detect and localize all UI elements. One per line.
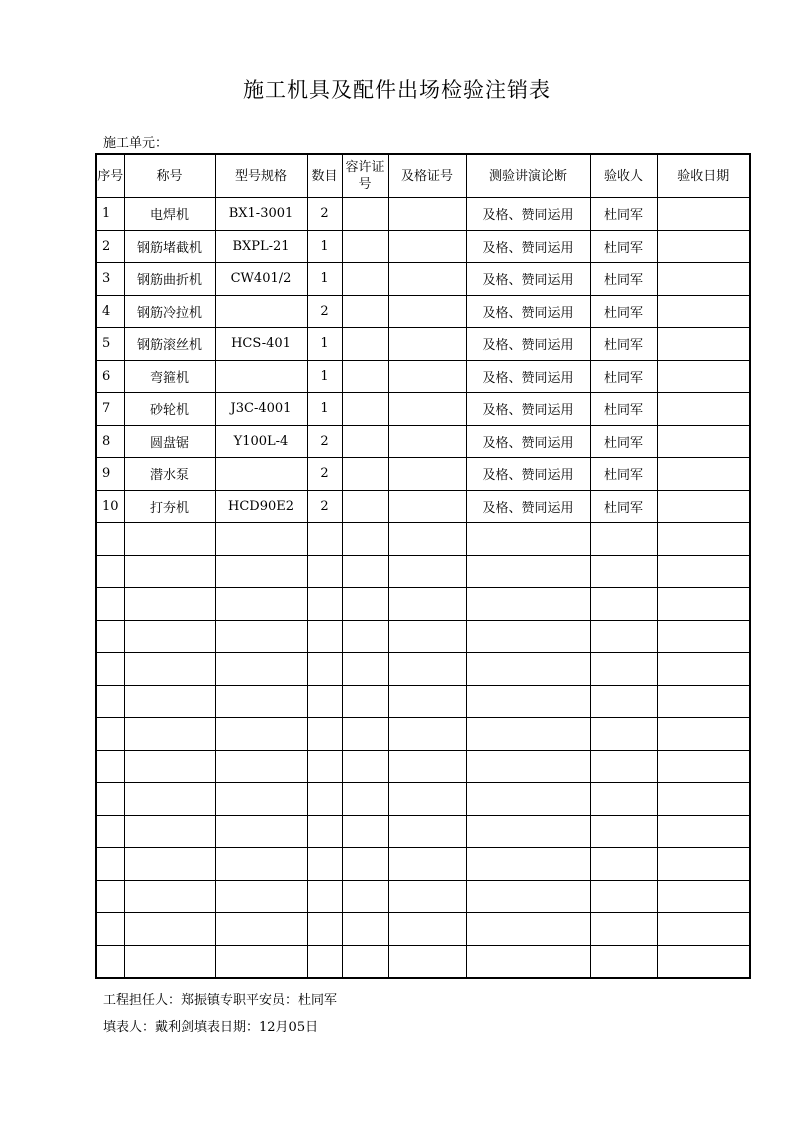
- cell-permit: [342, 620, 388, 653]
- cell-permit: [342, 718, 388, 751]
- cell-result: [466, 815, 590, 848]
- cell-inspector: [590, 523, 657, 556]
- header-seq: 序号: [96, 154, 124, 198]
- cell-permit: [342, 295, 388, 328]
- table-header-row: [96, 154, 750, 198]
- cell-seq: [96, 685, 124, 718]
- cell-cert: [388, 393, 466, 426]
- cell-qty: [307, 783, 342, 816]
- cell-name: 打夯机: [124, 490, 215, 523]
- cell-seq: 1: [96, 198, 124, 231]
- cell-date: [657, 848, 750, 881]
- cell-permit: [342, 555, 388, 588]
- cell-result: 及格、赞同运用: [466, 393, 590, 426]
- table-row: [96, 880, 750, 913]
- cell-cert: [388, 198, 466, 231]
- cell-inspector: 杜同军: [590, 198, 657, 231]
- cell-model: [215, 880, 307, 913]
- cell-inspector: [590, 588, 657, 621]
- cell-qty: 1: [307, 393, 342, 426]
- cell-qty: [307, 848, 342, 881]
- cell-name: [124, 848, 215, 881]
- cell-cert: [388, 815, 466, 848]
- table-row: [96, 360, 750, 393]
- cell-inspector: 杜同军: [590, 490, 657, 523]
- cell-seq: 6: [96, 360, 124, 393]
- cell-permit: [342, 880, 388, 913]
- cell-name: [124, 685, 215, 718]
- cell-result: 及格、赞同运用: [466, 328, 590, 361]
- cell-permit: [342, 913, 388, 946]
- cell-name: 圆盘锯: [124, 425, 215, 458]
- table-row: [96, 620, 750, 653]
- cell-date: [657, 555, 750, 588]
- cell-name: 钢筋冷拉机: [124, 295, 215, 328]
- cell-result: 及格、赞同运用: [466, 360, 590, 393]
- cell-cert: [388, 783, 466, 816]
- table-row: [96, 295, 750, 328]
- cell-inspector: 杜同军: [590, 328, 657, 361]
- table-row: [96, 328, 750, 361]
- cell-model: [215, 913, 307, 946]
- cell-date: [657, 653, 750, 686]
- cell-cert: [388, 913, 466, 946]
- cell-inspector: 杜同军: [590, 263, 657, 296]
- header-date: 验收日期: [657, 154, 750, 198]
- cell-inspector: [590, 815, 657, 848]
- cell-name: [124, 555, 215, 588]
- cell-cert: [388, 555, 466, 588]
- cell-permit: [342, 360, 388, 393]
- cell-result: [466, 620, 590, 653]
- cell-inspector: 杜同军: [590, 425, 657, 458]
- cell-seq: [96, 620, 124, 653]
- cell-model: [215, 945, 307, 978]
- table-row: [96, 425, 750, 458]
- cell-cert: [388, 360, 466, 393]
- table-row: [96, 198, 750, 231]
- cell-permit: [342, 523, 388, 556]
- cell-model: [215, 295, 307, 328]
- cell-model: [215, 653, 307, 686]
- table-row: [96, 750, 750, 783]
- cell-date: [657, 718, 750, 751]
- cell-name: [124, 718, 215, 751]
- cell-cert: [388, 523, 466, 556]
- cell-model: [215, 588, 307, 621]
- cell-permit: [342, 750, 388, 783]
- cell-model: [215, 685, 307, 718]
- cell-permit: [342, 263, 388, 296]
- table-row: [96, 913, 750, 946]
- cell-seq: [96, 750, 124, 783]
- table-row: [96, 848, 750, 881]
- cell-seq: [96, 848, 124, 881]
- cell-model: [215, 750, 307, 783]
- cell-result: [466, 653, 590, 686]
- cell-model: [215, 458, 307, 491]
- cell-permit: [342, 328, 388, 361]
- cell-date: [657, 458, 750, 491]
- cell-name: 弯箍机: [124, 360, 215, 393]
- cell-permit: [342, 490, 388, 523]
- table-row: [96, 458, 750, 491]
- table-row: [96, 653, 750, 686]
- table-row: [96, 945, 750, 978]
- cell-date: [657, 945, 750, 978]
- cell-model: [215, 360, 307, 393]
- cell-date: [657, 750, 750, 783]
- cell-cert: [388, 490, 466, 523]
- cell-qty: 1: [307, 328, 342, 361]
- cell-result: [466, 555, 590, 588]
- header-inspector: 验收人: [590, 154, 657, 198]
- cell-name: 钢筋滚丝机: [124, 328, 215, 361]
- cell-date: [657, 523, 750, 556]
- cell-inspector: [590, 848, 657, 881]
- cell-result: [466, 783, 590, 816]
- cell-result: 及格、赞同运用: [466, 490, 590, 523]
- cell-permit: [342, 230, 388, 263]
- cell-model: CW401/2: [215, 263, 307, 296]
- cell-inspector: 杜同军: [590, 230, 657, 263]
- cell-model: HCD90E2: [215, 490, 307, 523]
- cell-name: [124, 523, 215, 556]
- cell-date: [657, 815, 750, 848]
- table-row: [96, 783, 750, 816]
- cell-inspector: [590, 945, 657, 978]
- cell-qty: 2: [307, 198, 342, 231]
- cell-qty: [307, 523, 342, 556]
- cell-seq: 5: [96, 328, 124, 361]
- cell-seq: [96, 880, 124, 913]
- cell-model: [215, 783, 307, 816]
- cell-inspector: [590, 620, 657, 653]
- table-row: [96, 718, 750, 751]
- footer-responsible-line: 工程担任人：郑振镇专职平安员：杜同军: [103, 993, 338, 1008]
- cell-qty: 2: [307, 458, 342, 491]
- cell-inspector: [590, 685, 657, 718]
- cell-date: [657, 913, 750, 946]
- cell-cert: [388, 295, 466, 328]
- cell-name: [124, 588, 215, 621]
- cell-name: [124, 815, 215, 848]
- cell-seq: 9: [96, 458, 124, 491]
- cell-model: [215, 523, 307, 556]
- cell-date: [657, 295, 750, 328]
- table-body: [96, 198, 750, 979]
- cell-date: [657, 393, 750, 426]
- cell-qty: [307, 653, 342, 686]
- construction-unit-label: 施工单元：: [103, 136, 169, 151]
- cell-cert: [388, 328, 466, 361]
- cell-inspector: [590, 913, 657, 946]
- header-cert: 及格证号: [388, 154, 466, 198]
- cell-inspector: 杜同军: [590, 458, 657, 491]
- cell-qty: [307, 815, 342, 848]
- cell-date: [657, 783, 750, 816]
- cell-permit: [342, 848, 388, 881]
- cell-seq: 8: [96, 425, 124, 458]
- cell-cert: [388, 945, 466, 978]
- cell-date: [657, 880, 750, 913]
- cell-inspector: 杜同军: [590, 295, 657, 328]
- table-row: [96, 393, 750, 426]
- cell-permit: [342, 783, 388, 816]
- cell-model: Y100L-4: [215, 425, 307, 458]
- cell-qty: [307, 620, 342, 653]
- cell-date: [657, 360, 750, 393]
- cell-qty: [307, 555, 342, 588]
- cell-permit: [342, 945, 388, 978]
- cell-permit: [342, 653, 388, 686]
- cell-result: [466, 945, 590, 978]
- table-row: [96, 555, 750, 588]
- cell-seq: [96, 523, 124, 556]
- page-title: 施工机具及配件出场检验注销表: [243, 78, 551, 102]
- cell-cert: [388, 263, 466, 296]
- cell-model: [215, 815, 307, 848]
- cell-date: [657, 490, 750, 523]
- cell-name: 砂轮机: [124, 393, 215, 426]
- cell-cert: [388, 425, 466, 458]
- cell-date: [657, 588, 750, 621]
- cell-result: [466, 523, 590, 556]
- cell-result: [466, 880, 590, 913]
- cell-seq: [96, 718, 124, 751]
- table-row: [96, 815, 750, 848]
- cell-permit: [342, 588, 388, 621]
- cell-name: [124, 783, 215, 816]
- cell-qty: 1: [307, 263, 342, 296]
- cell-qty: [307, 718, 342, 751]
- footer-filler-line: 填表人：戴利剑填表日期：12月05日: [103, 1020, 319, 1035]
- cell-inspector: [590, 783, 657, 816]
- cell-date: [657, 263, 750, 296]
- cell-qty: [307, 913, 342, 946]
- cell-model: J3C-4001: [215, 393, 307, 426]
- cell-result: 及格、赞同运用: [466, 263, 590, 296]
- cell-inspector: [590, 718, 657, 751]
- table-row: [96, 490, 750, 523]
- cell-date: [657, 620, 750, 653]
- cell-seq: 4: [96, 295, 124, 328]
- table-row: [96, 263, 750, 296]
- cell-qty: 2: [307, 425, 342, 458]
- cell-cert: [388, 653, 466, 686]
- cell-permit: [342, 198, 388, 231]
- cell-qty: [307, 750, 342, 783]
- cell-cert: [388, 718, 466, 751]
- cell-inspector: 杜同军: [590, 393, 657, 426]
- cell-qty: 2: [307, 490, 342, 523]
- cell-qty: [307, 685, 342, 718]
- cell-name: [124, 653, 215, 686]
- cell-inspector: [590, 880, 657, 913]
- cell-inspector: 杜同军: [590, 360, 657, 393]
- cell-seq: 10: [96, 490, 124, 523]
- cell-qty: [307, 588, 342, 621]
- header-permit: 容许证号: [342, 154, 388, 198]
- cell-cert: [388, 458, 466, 491]
- cell-result: 及格、赞同运用: [466, 230, 590, 263]
- cell-inspector: [590, 555, 657, 588]
- cell-result: [466, 718, 590, 751]
- cell-cert: [388, 750, 466, 783]
- table-row: [96, 230, 750, 263]
- cell-date: [657, 230, 750, 263]
- table-row: [96, 523, 750, 556]
- header-model: 型号规格: [215, 154, 307, 198]
- cell-result: 及格、赞同运用: [466, 458, 590, 491]
- cell-name: [124, 750, 215, 783]
- cell-result: [466, 685, 590, 718]
- cell-seq: [96, 815, 124, 848]
- cell-name: 钢筋曲折机: [124, 263, 215, 296]
- cell-seq: [96, 783, 124, 816]
- cell-model: BX1-3001: [215, 198, 307, 231]
- cell-result: 及格、赞同运用: [466, 198, 590, 231]
- cell-model: HCS-401: [215, 328, 307, 361]
- cell-qty: 2: [307, 295, 342, 328]
- cell-permit: [342, 685, 388, 718]
- cell-seq: [96, 653, 124, 686]
- cell-permit: [342, 458, 388, 491]
- cell-seq: [96, 588, 124, 621]
- cell-permit: [342, 815, 388, 848]
- cell-seq: 3: [96, 263, 124, 296]
- cell-date: [657, 328, 750, 361]
- cell-cert: [388, 848, 466, 881]
- cell-date: [657, 198, 750, 231]
- cell-model: [215, 555, 307, 588]
- cell-seq: [96, 945, 124, 978]
- cell-permit: [342, 393, 388, 426]
- cell-inspector: [590, 653, 657, 686]
- cell-name: [124, 913, 215, 946]
- cell-date: [657, 425, 750, 458]
- cell-name: [124, 620, 215, 653]
- cell-result: [466, 913, 590, 946]
- cell-result: [466, 588, 590, 621]
- header-name: 称号: [124, 154, 215, 198]
- cell-name: [124, 880, 215, 913]
- cell-seq: [96, 555, 124, 588]
- cell-inspector: [590, 750, 657, 783]
- cell-model: [215, 620, 307, 653]
- cell-cert: [388, 230, 466, 263]
- cell-permit: [342, 425, 388, 458]
- table-row: [96, 588, 750, 621]
- cell-qty: [307, 880, 342, 913]
- cell-result: [466, 848, 590, 881]
- cell-qty: [307, 945, 342, 978]
- cell-result: [466, 750, 590, 783]
- header-qty: 数目: [307, 154, 342, 198]
- cell-cert: [388, 620, 466, 653]
- cell-model: BXPL-21: [215, 230, 307, 263]
- cell-model: [215, 718, 307, 751]
- cell-name: 电焊机: [124, 198, 215, 231]
- cell-qty: 1: [307, 360, 342, 393]
- table-row: [96, 685, 750, 718]
- cell-result: 及格、赞同运用: [466, 295, 590, 328]
- header-result: 测验讲演论断: [466, 154, 590, 198]
- cell-seq: [96, 913, 124, 946]
- cell-seq: 2: [96, 230, 124, 263]
- cell-name: 钢筋堵截机: [124, 230, 215, 263]
- cell-name: [124, 945, 215, 978]
- inspection-table: [95, 153, 751, 979]
- cell-cert: [388, 588, 466, 621]
- cell-result: 及格、赞同运用: [466, 425, 590, 458]
- cell-model: [215, 848, 307, 881]
- cell-date: [657, 685, 750, 718]
- cell-cert: [388, 880, 466, 913]
- cell-qty: 1: [307, 230, 342, 263]
- cell-seq: 7: [96, 393, 124, 426]
- cell-name: 潜水泵: [124, 458, 215, 491]
- cell-cert: [388, 685, 466, 718]
